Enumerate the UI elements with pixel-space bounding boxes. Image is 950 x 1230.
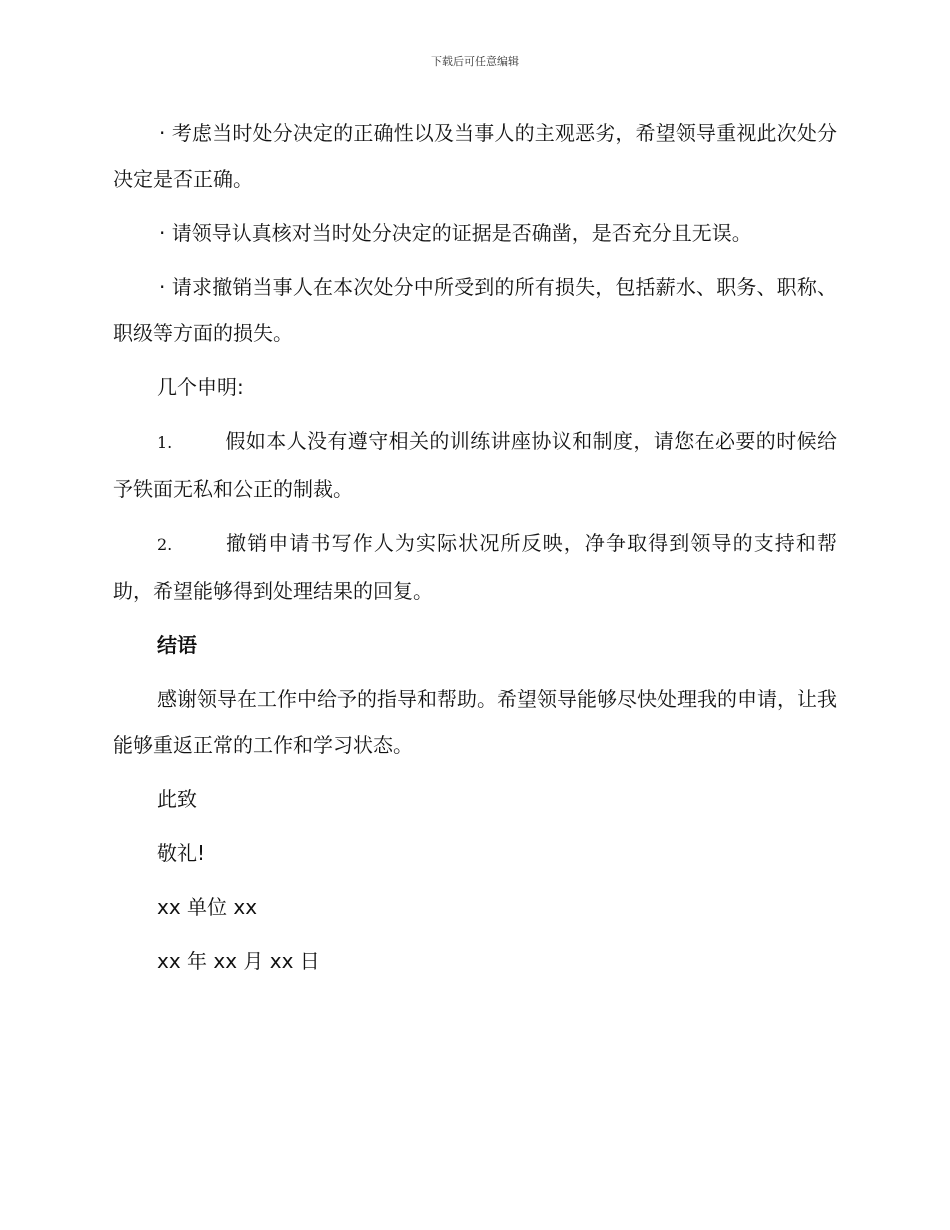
statement-number: 1. <box>157 433 173 452</box>
closing-salutation: 此致 <box>157 787 197 811</box>
bullet-item: · 请领导认真核对当时处分决定的证据是否确凿，是否充分且无误。 <box>159 221 752 245</box>
statement-number: 2. <box>157 535 173 554</box>
statement-item <box>113 418 837 512</box>
statement-text: 撤销申请书写作人为实际状况所反映，净争取得到领导的支持和帮助，希望能够得到处理结果的回复。 <box>113 531 837 603</box>
signature-unit: xx 单位 xx <box>157 895 258 919</box>
statement-item <box>113 520 837 614</box>
signature-date: xx 年 xx 月 xx 日 <box>157 949 320 973</box>
conclusion-body: 感谢领导在工作中给予的指导和帮助。希望领导能够尽快处理我的申请，让我能够重返正常的工作和学习状态。 <box>113 687 837 757</box>
statements-title: 几个申明: <box>157 375 244 399</box>
statement-text: 假如本人没有遵守相关的训练讲座协议和制度，请您在必要的时候给予铁面无私和公正的制裁。 <box>113 429 837 501</box>
document-body <box>113 110 837 992</box>
bullet-item: · 请求撤销当事人在本次处分中所受到的所有损失，包括薪水、职务、职称、职级等方面的损失。 <box>113 275 837 345</box>
conclusion-heading: 结语 <box>157 633 197 657</box>
bullet-item: · 考虑当时处分决定的正确性以及当事人的主观恶劣，希望领导重视此次处分决定是否正确。 <box>113 121 837 191</box>
page-header: 下载后可任意编辑 <box>431 55 519 68</box>
closing-respect: 敬礼! <box>157 841 206 865</box>
